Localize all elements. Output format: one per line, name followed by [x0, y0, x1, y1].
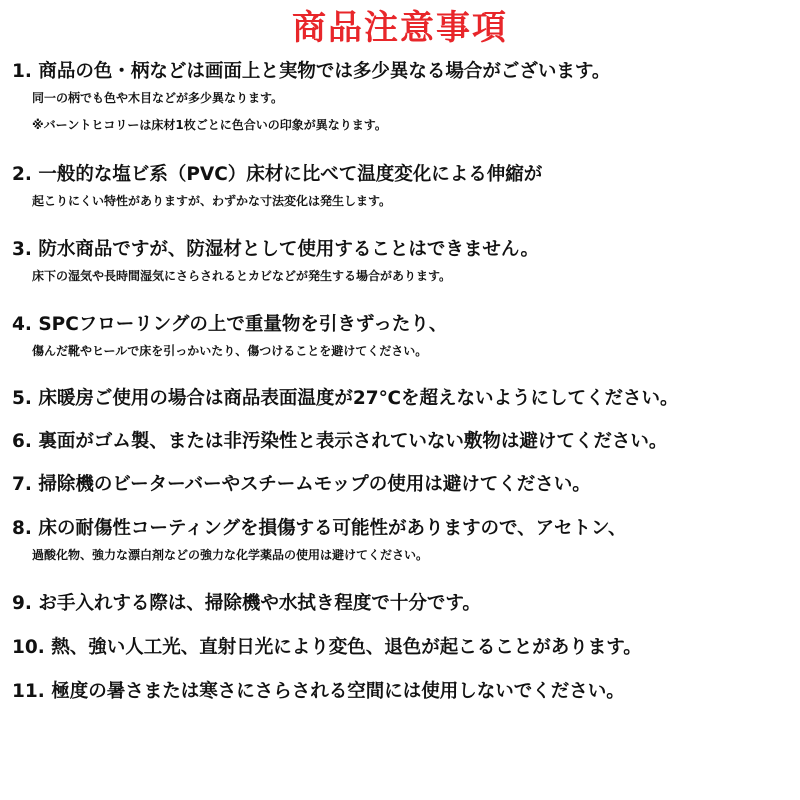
- note-continuation: 同一の柄でも色や木目などが多少異なります。: [32, 91, 284, 105]
- note-item: [12, 678, 792, 705]
- note-item: [12, 161, 792, 215]
- note-continuation: 床下の湿気や長時間湿気にさらされるとカビなどが発生する場合があります。: [32, 269, 452, 283]
- note-item: [12, 515, 792, 569]
- note-text: 10. 熱、強い人工光、直射日光により変色、退色が起こることがあります。: [12, 637, 642, 658]
- note-text: 3. 防水商品ですが、防湿材として使用することはできません。: [12, 239, 539, 260]
- note-item: [12, 58, 792, 139]
- note-text: 6. 裏面がゴム製、または非汚染性と表示されていない敷物は避けてください。: [12, 431, 668, 452]
- note-text: 8. 床の耐傷性コーティングを損傷する可能性がありますので、アセトン、: [12, 518, 627, 539]
- note-continuation: 起こりにくい特性がありますが、わずかな寸法変化は発生します。: [32, 194, 392, 208]
- notes-list: [12, 58, 792, 705]
- note-continuation: 傷んだ靴やヒールで床を引っかいたり、傷つけることを避けてください。: [32, 344, 428, 358]
- note-item: [12, 385, 792, 412]
- note-item: [12, 471, 792, 498]
- note-item: [12, 236, 792, 290]
- note-text: 9. お手入れする際は、掃除機や水拭き程度で十分です。: [12, 593, 481, 614]
- note-text: 4. SPCフローリングの上で重量物を引きずったり、: [12, 314, 448, 335]
- note-item: [12, 590, 792, 617]
- note-item: [12, 634, 792, 661]
- page-title: 商品注意事項: [292, 8, 508, 48]
- note-item: [12, 311, 792, 365]
- note-text: 1. 商品の色・柄などは画面上と実物では多少異なる場合がございます。: [12, 61, 611, 82]
- note-text: 2. 一般的な塩ビ系（PVC）床材に比べて温度変化による伸縮が: [12, 164, 543, 185]
- note-text: 5. 床暖房ご使用の場合は商品表面温度が27℃を超えないようにしてください。: [12, 388, 679, 409]
- note-continuation: ※バーントヒコリーは床材1枚ごとに色合いの印象が異なります。: [32, 118, 387, 132]
- note-text: 11. 極度の暑さまたは寒さにさらされる空間には使用しないでください。: [12, 681, 625, 702]
- note-text: 7. 掃除機のビーターバーやスチームモップの使用は避けてください。: [12, 474, 591, 495]
- note-continuation: 過酸化物、強力な漂白剤などの強力な化学薬品の使用は避けてください。: [32, 548, 429, 562]
- note-item: [12, 428, 792, 455]
